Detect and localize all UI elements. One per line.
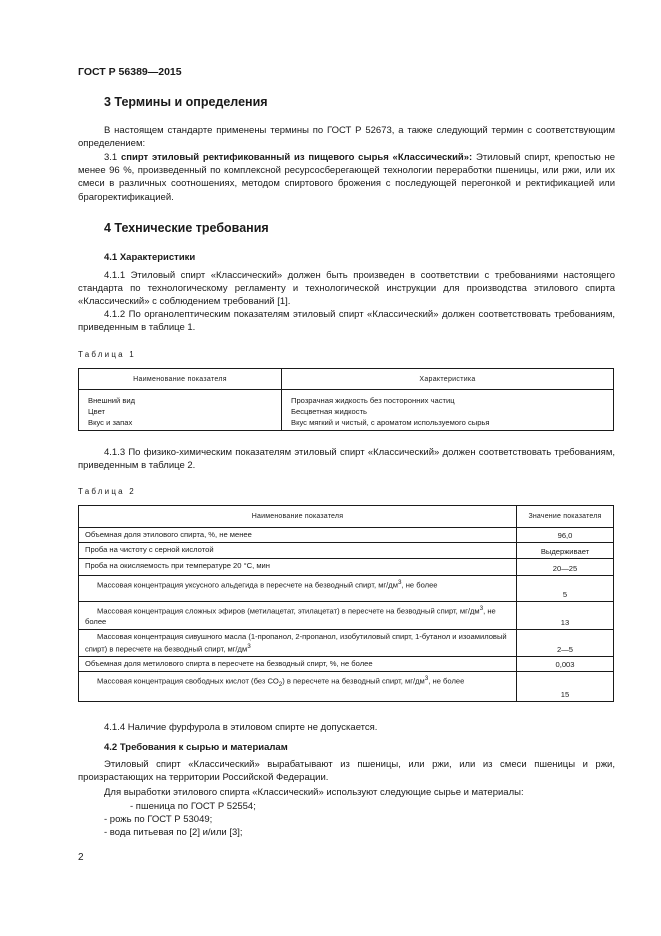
term-3-1 — [78, 151, 615, 204]
list-item: - вода питьевая по [2] и/или [3]; — [104, 827, 243, 838]
table-2-name: Объемная доля этилового спирта, %, не менее — [79, 528, 517, 543]
document-header: ГОСТ Р 56389—2015 — [78, 66, 182, 78]
table-1-name: Внешний вид — [88, 396, 136, 405]
name-text: , не более — [401, 580, 438, 590]
table-row — [79, 602, 614, 630]
paragraph-4-1-4: 4.1.4 Наличие фурфурола в этиловом спирте не допускается. — [104, 722, 378, 733]
table-row — [79, 629, 614, 657]
table-2-value: 5 — [517, 576, 614, 602]
table-1-value: Бесцветная жидкость — [291, 407, 368, 416]
paragraph-4-2-a: Этиловый спирт «Классический» вырабатывают из пшеницы, или ржи, или из смеси пшеницы и ржи, произрастающих на территории Российской Федерации. — [78, 759, 615, 784]
table-1-header-value: Характеристика — [282, 369, 614, 390]
name-text: Массовая концентрация сложных эфиров (метилацетат, этилацетат) в пересчете на безводный спирт, мг/дм — [97, 606, 480, 616]
table-2-value: 0,003 — [517, 657, 614, 672]
table-2-header-name: Наименование показателя — [79, 506, 517, 528]
page-number: 2 — [78, 852, 84, 863]
list-item: - пшеница по ГОСТ Р 52554; — [130, 801, 256, 812]
name-text: Массовая концентрация сивушного масла (1-пропанол, 2-пропанол, изобутиловый спирт, 1-бутанол и изоамиловый спирт) в пересчете на безводный спирт, мг/дм — [85, 631, 507, 654]
table-1 — [78, 368, 614, 431]
table-2-value: 15 — [517, 672, 614, 702]
table-1-names-cell — [79, 390, 282, 431]
table-1-caption: Таблица 1 — [78, 350, 136, 359]
document-page — [78, 0, 615, 936]
table-1-name: Вкус и запах — [88, 418, 133, 427]
table-row — [79, 576, 614, 602]
superscript: 3 — [424, 675, 429, 683]
section-3-intro: В настоящем стандарте применены термины по ГОСТ Р 52673, а также следующий термин с соответствующим определением: — [78, 125, 615, 150]
table-2-name: Объемная доля метилового спирта в пересчете на безводный спирт, %, не более — [79, 657, 517, 672]
table-1-value: Вкус мягкий и чистый, с ароматом используемого сырья — [291, 418, 490, 427]
subscript: 2 — [278, 681, 283, 689]
table-2-name: Проба на окисляемость при температуре 20 °С, мин — [79, 559, 517, 576]
superscript: 3 — [397, 579, 402, 586]
table-2-value: 20—25 — [517, 559, 614, 576]
table-2-value: 2—5 — [517, 629, 614, 657]
name-text: , не более — [428, 676, 465, 686]
paragraph-4-1-2: 4.1.2 По органолептическим показателям этиловый спирт «Классический» должен соответствовать требованиям, приведенным в таблице 1. — [78, 309, 615, 334]
superscript: 3 — [479, 605, 484, 612]
term-name: спирт этиловый ректификованный из пищевого сырья «Классический»: — [121, 152, 473, 163]
paragraph-4-1-3: 4.1.3 По физико-химическим показателям этиловый спирт «Классический» должен соответствовать требованиям, приведенным в таблице 2. — [78, 447, 615, 472]
table-row — [79, 543, 614, 559]
table-2-value: 13 — [517, 602, 614, 630]
table-2 — [78, 505, 614, 702]
paragraph-4-2-b: Для выработки этилового спирта «Классический» используют следующие сырье и материалы: — [104, 787, 524, 798]
table-2-header-value: Значение показателя — [517, 506, 614, 528]
superscript: 3 — [247, 643, 251, 651]
table-2-name — [79, 672, 517, 702]
table-2-value: 96,0 — [517, 528, 614, 543]
section-3-title: 3 Термины и определения — [104, 95, 268, 109]
table-row — [79, 657, 614, 672]
name-text: ) в пересчете на безводный спирт, мг/дм — [282, 676, 425, 686]
table-2-name — [79, 629, 517, 657]
paragraph-4-1-1: 4.1.1 Этиловый спирт «Классический» должен быть произведен в соответствии с требованиями настоящего стандарта по технологическому регламенту и технологической инструкции для производства этилового спирта «Классический» с соблюдением требований [1]. — [78, 270, 615, 308]
table-2-name: Проба на чистоту с серной кислотой — [79, 543, 517, 559]
table-row — [79, 528, 614, 543]
table-row — [79, 559, 614, 576]
table-2-name — [79, 602, 517, 630]
term-definition: Этиловый спирт, крепостью не менее 96 %, произведенный по комплексной ресурсосберегающей технологии переработки пшеницы, или ржи, или их смеси в различных соотношениях, методом спиртового брожения с последующей перегонкой и ректификацией или брагоректификацией. — [78, 152, 616, 203]
table-1-values-cell — [282, 390, 614, 431]
table-1-value: Прозрачная жидкость без посторонних частиц — [291, 396, 455, 405]
table-2-value: Выдерживает — [517, 543, 614, 559]
table-1-header-name: Наименование показателя — [79, 369, 282, 390]
section-4-2-title: 4.2 Требования к сырью и материалам — [104, 742, 288, 753]
table-1-name: Цвет — [88, 407, 106, 416]
term-number: 3.1 — [104, 152, 118, 163]
section-4-title: 4 Технические требования — [104, 221, 269, 235]
name-text: Массовая концентрация уксусного альдегида в пересчете на безводный спирт, мг/дм — [97, 580, 398, 590]
section-4-1-title: 4.1 Характеристики — [104, 252, 196, 263]
list-item: - рожь по ГОСТ Р 53049; — [104, 814, 213, 825]
table-2-name — [79, 576, 517, 602]
name-text: Массовая концентрация свободных кислот (без СО — [97, 676, 279, 686]
table-2-caption: Таблица 2 — [78, 487, 136, 496]
table-row — [79, 672, 614, 702]
name-text: , не более — [85, 606, 496, 627]
